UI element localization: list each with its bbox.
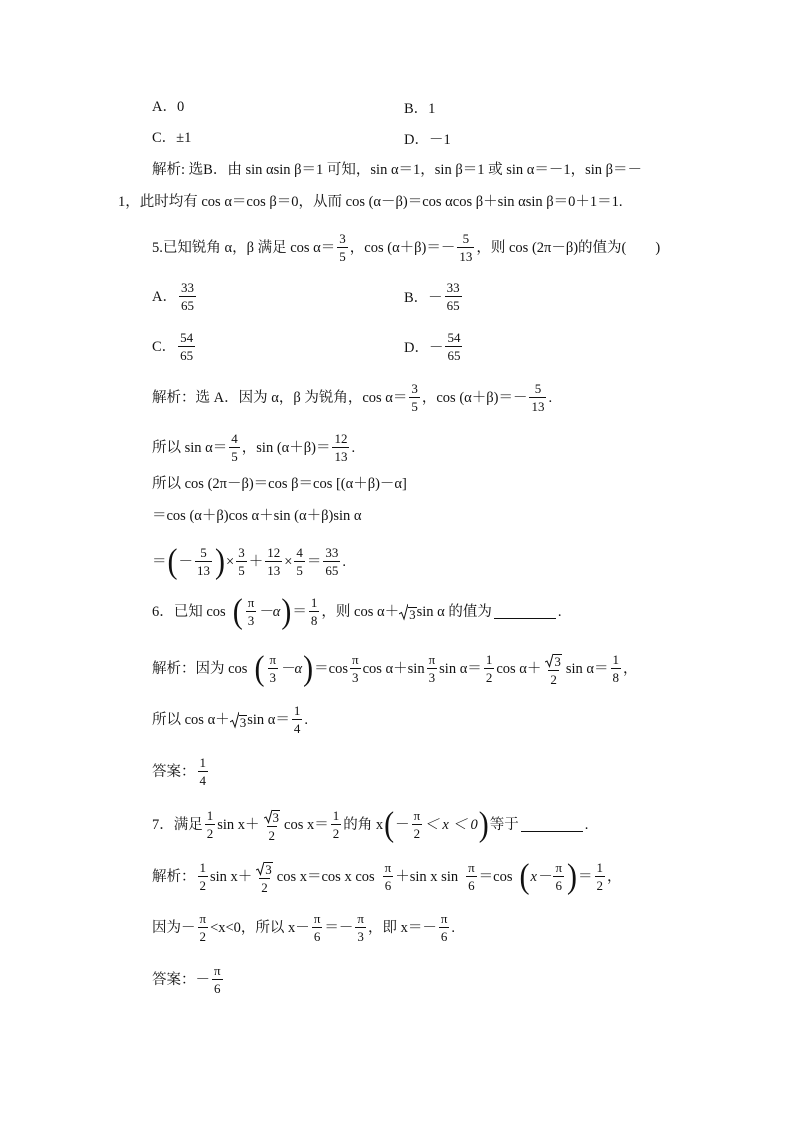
q5-stem-mid: ，cos (α＋β)＝－ [349, 239, 456, 256]
q5-sol2-mid: ，sin (α＋β)＝ [241, 439, 331, 456]
q5-sol3-text: 所以 cos (2π－β)＝cos β＝cos [(α＋β)－α] [152, 476, 407, 492]
sqrt-content: 3 [265, 861, 272, 877]
q6-sol2-pre: 所以 cos α＋ [152, 711, 230, 728]
q5-solution-line-2 [152, 432, 355, 463]
fraction-den: 5 [411, 399, 418, 414]
sqrt-icon [264, 809, 281, 824]
fraction-1-2 [331, 809, 342, 840]
answer-blank [494, 604, 556, 619]
q7-sol-cos: cos x＝cos x cos [276, 868, 375, 885]
fraction-pi-6 [212, 964, 223, 995]
left-paren: ( [167, 541, 178, 580]
fraction-pi-6 [383, 861, 394, 892]
q7-sol2-mid3: ，即 x＝－ [367, 919, 437, 936]
fraction-den: 2 [550, 671, 557, 687]
q4-option-d [404, 128, 451, 149]
option-label: D．－ [404, 340, 444, 356]
fraction-num: 33 [325, 545, 339, 560]
period: . [451, 919, 456, 936]
sqrt-content: 3 [554, 653, 561, 669]
fraction-num: 4 [231, 431, 238, 446]
fraction-den: 3 [247, 613, 255, 628]
equals-sign: ＝ [306, 553, 322, 570]
sqrt-content: 3 [272, 809, 280, 825]
q4-option-d-text: D．－1 [404, 132, 451, 148]
left-paren: ( [254, 649, 265, 688]
fraction-num: π [214, 963, 221, 978]
right-paren: ) [567, 857, 578, 896]
fraction-pi-2 [412, 809, 423, 840]
fraction-den: 13 [334, 449, 348, 464]
fraction-1-8 [309, 596, 320, 627]
q5-stem-post: ，则 cos (2π－β)的值为( ) [476, 239, 661, 256]
minus-sign: － [195, 971, 210, 988]
fraction-1-8 [611, 653, 622, 684]
q5-sol2-pre: 所以 sin α＝ [152, 439, 228, 456]
fraction-num: 1 [596, 860, 604, 876]
q7-stem [152, 805, 589, 844]
fraction-pi-3 [355, 912, 366, 943]
q7-sol-plus: ＋sin x sin [395, 868, 459, 885]
fraction-den: 2 [206, 826, 214, 842]
fraction-num [254, 860, 275, 878]
fraction-den: 2 [199, 878, 206, 894]
fraction-den: 65 [180, 298, 194, 313]
fraction-num: π [247, 595, 255, 610]
q6-answer [152, 756, 210, 787]
sqrt-content: 3 [409, 606, 416, 622]
q5-solution-line-1 [152, 382, 552, 413]
q7-stem-mid: 的角 x [343, 816, 384, 833]
fraction-den: 5 [238, 563, 245, 578]
fraction-den: 13 [531, 399, 545, 414]
right-paren: ) [215, 541, 225, 580]
fraction-den: 13 [267, 563, 281, 578]
sqrt-icon [256, 861, 273, 876]
fraction-num: π [468, 860, 475, 876]
answer-label: 答案： [152, 971, 196, 988]
q4-solution-line-2 [118, 192, 623, 212]
q5-option-b [404, 281, 464, 312]
fraction-den: 2 [485, 670, 493, 686]
fraction-den: 4 [199, 773, 206, 788]
times-sign: × [284, 553, 293, 570]
fraction-den: 65 [446, 298, 460, 313]
q5-sol1-post: . [548, 389, 553, 406]
sqrt-icon [399, 603, 417, 621]
q5-option-d [404, 331, 464, 362]
q7-sol-sinx: sin x＋ [210, 868, 253, 885]
q6-sol-mid1: cos α＋sin [362, 660, 425, 677]
fraction-pi-3 [427, 653, 438, 684]
q6-stem-end: sin α 的值为 [416, 603, 492, 620]
sqrt-icon [545, 653, 562, 668]
q7-answer [152, 964, 225, 995]
fraction-den: 2 [596, 878, 604, 894]
fraction-pi-6 [439, 912, 450, 943]
fraction-den: 13 [459, 249, 473, 264]
fraction-pi-6 [312, 912, 323, 943]
fraction-pi-2 [198, 912, 209, 943]
fraction-den: 8 [612, 670, 620, 686]
equals-sign: ＝ [152, 553, 167, 570]
fraction-den: 3 [357, 929, 364, 944]
fraction-4-5 [229, 432, 240, 463]
fraction-num: π [440, 911, 448, 926]
q6-solution-line-1 [152, 649, 638, 688]
q4-option-a-text: A．0 [152, 99, 185, 115]
fraction-num [543, 652, 564, 670]
option-label: A． [152, 288, 177, 305]
q7-cos-x: cos x＝ [284, 816, 329, 833]
fraction-num: 54 [447, 330, 461, 345]
fraction-pi-6 [466, 861, 477, 892]
period: . [557, 603, 562, 620]
fraction-pi-3 [350, 653, 361, 684]
fraction-5-13 [457, 232, 474, 263]
fraction-den: 3 [269, 670, 276, 686]
q5-stem [152, 232, 660, 263]
fraction-den: 6 [313, 929, 321, 944]
period: . [342, 553, 346, 570]
right-paren: ) [478, 805, 489, 844]
fraction-num: 1 [612, 652, 620, 668]
fraction-num: 5 [462, 231, 470, 246]
fraction-den: 2 [413, 826, 421, 842]
fraction-den: 65 [447, 348, 461, 363]
q7-sol2-mid1: <x<0，所以 x－ [210, 919, 310, 936]
fraction-den: 3 [428, 670, 436, 686]
fraction-den: 5 [296, 563, 303, 578]
sqrt-content: 3 [239, 714, 247, 730]
fraction-num: 1 [206, 808, 214, 824]
q7-sol2-pre: 因为－ [152, 919, 196, 936]
fraction-num: 5 [200, 545, 207, 560]
option-label: C． [152, 338, 177, 355]
q4-option-b-text: B．1 [404, 101, 436, 117]
fraction-pi-6 [553, 861, 564, 892]
q5-sol4-text: ＝cos (α＋β)cos α＋sin (α＋β)sin α [152, 508, 362, 524]
fraction-num: 1 [199, 860, 206, 876]
fraction-num: π [428, 652, 436, 668]
fraction-num [262, 808, 283, 826]
q7-sin-x: sin x＋ [217, 816, 260, 833]
q4-option-c [152, 128, 191, 148]
fraction-num: π [555, 860, 563, 876]
fraction-num: 4 [296, 545, 303, 560]
equals-sign: ＝ [292, 603, 307, 620]
fraction-sqrt3-2 [262, 808, 283, 842]
fraction-num: π [199, 911, 207, 926]
fraction-54-65 [178, 331, 195, 362]
period: . [304, 711, 308, 728]
left-paren: ( [519, 857, 530, 896]
fraction-num: 12 [334, 431, 348, 446]
period: . [584, 816, 589, 833]
q5-sol2-post: . [351, 439, 356, 456]
fraction-den: 6 [214, 981, 221, 996]
fraction-5-13 [195, 546, 212, 577]
fraction-num: 3 [411, 381, 418, 396]
q4-option-a [152, 97, 184, 117]
q4-option-b [404, 97, 435, 118]
fraction-num: π [384, 860, 392, 876]
fraction-12-13 [265, 546, 282, 577]
left-paren: ( [384, 805, 395, 844]
q6-sol-mid3: cos α＋ [496, 660, 542, 677]
fraction-33-65 [179, 281, 196, 312]
fraction-33-65 [323, 546, 340, 577]
answer-blank [521, 817, 583, 832]
fraction-den: 2 [261, 879, 268, 895]
fraction-sqrt3-2 [254, 860, 275, 894]
q6-stem-pre: 6．已知 cos [152, 603, 226, 620]
q6-sol-pre: 解析：因为 cos [152, 660, 248, 677]
q7-sol-x: x－ [530, 868, 552, 885]
fraction-den: 5 [231, 449, 238, 464]
sqrt-icon [230, 711, 248, 729]
fraction-num: 1 [332, 808, 340, 824]
q4-solution-line-1 [152, 160, 642, 180]
fraction-num: π [413, 808, 421, 824]
fraction-4-5 [294, 546, 305, 577]
fraction-num: 3 [339, 231, 346, 246]
option-label: B．－ [404, 290, 443, 306]
q5-stem-pre: 5.已知锐角 α，β 满足 cos α＝ [152, 239, 336, 256]
q5-solution-line-4 [152, 506, 361, 526]
q6-sol-eq1: ＝cos [314, 660, 349, 677]
fraction-pi-3 [246, 596, 257, 627]
comma: ， [607, 868, 622, 885]
fraction-num: 5 [534, 381, 542, 396]
fraction-den: 5 [339, 249, 346, 264]
fraction-1-2 [484, 653, 495, 684]
q7-sol-eqcos: ＝cos [478, 868, 513, 885]
fraction-den: 4 [293, 721, 301, 736]
fraction-den: 2 [199, 929, 207, 944]
fraction-den: 2 [332, 826, 340, 842]
minus-sign: － [395, 816, 410, 833]
fraction-num: 1 [293, 703, 301, 718]
q6-stem-post: ，则 cos α＋ [321, 603, 400, 620]
left-paren: ( [232, 591, 243, 630]
right-paren: ) [281, 591, 292, 630]
q7-solution-line-2 [152, 912, 455, 943]
fraction-5-13 [529, 382, 546, 413]
fraction-den: 8 [310, 613, 318, 628]
fraction-num: 1 [310, 595, 318, 610]
q7-sol2-mid2: ＝－ [324, 919, 354, 936]
fraction-1-2 [205, 809, 216, 840]
q6-sol-mid2: sin α＝ [439, 660, 482, 677]
fraction-3-5 [337, 232, 348, 263]
minus-sign: － [178, 553, 193, 570]
fraction-1-4 [292, 704, 303, 735]
fraction-num: 12 [267, 545, 281, 560]
right-paren: ) [303, 649, 314, 688]
q7-inequality: ＜ x ＜ 0 [424, 816, 478, 833]
fraction-den: 65 [180, 348, 194, 363]
minus-alpha: －α [280, 660, 303, 677]
times-sign: × [226, 553, 235, 570]
fraction-num: 3 [238, 545, 245, 560]
q5-sol1-mid: ，cos (α＋β)＝－ [421, 389, 528, 406]
fraction-num: π [269, 652, 277, 668]
fraction-3-5 [409, 382, 420, 413]
q6-sol-mid4: sin α＝ [565, 660, 609, 677]
q7-solution-line-1 [152, 857, 622, 896]
fraction-num: π [313, 911, 321, 926]
q7-stem-post: 等于 [489, 816, 519, 833]
q5-sol1-pre: 解析：选 A．因为 α，β 为锐角，cos α＝ [152, 389, 408, 406]
q4-solution-text-2: 1，此时均有 cos α＝cos β＝0，从而 cos (α－β)＝cos αcos β＋sin αsin β＝0＋1＝1. [118, 194, 623, 210]
fraction-den: 6 [555, 878, 562, 894]
fraction-num: 1 [485, 652, 493, 668]
q7-stem-pre: 7．满足 [152, 816, 203, 833]
fraction-3-5 [236, 546, 247, 577]
q5-solution-line-3 [152, 474, 407, 494]
fraction-1-2 [595, 861, 606, 892]
equals-sign: ＝ [578, 868, 593, 885]
fraction-pi-3 [267, 653, 278, 684]
fraction-54-65 [445, 331, 462, 362]
fraction-sqrt3-2 [543, 652, 564, 686]
q6-solution-line-2 [152, 704, 308, 735]
fraction-den: 6 [384, 878, 392, 894]
q5-solution-line-5 [152, 541, 346, 580]
q6-sol2-mid: sin α＝ [247, 711, 290, 728]
answer-label: 答案： [152, 763, 196, 780]
fraction-1-4 [198, 756, 209, 787]
q4-solution-text-1: 解析: 选B．由 sin αsin β＝1 可知，sin α＝1，sin β＝1 或 sin α＝－1，sin β＝－ [152, 162, 643, 178]
fraction-num: 33 [446, 280, 460, 295]
q6-stem [152, 591, 562, 630]
fraction-den: 3 [352, 670, 359, 686]
fraction-den: 6 [468, 878, 475, 894]
fraction-12-13 [332, 432, 349, 463]
fraction-den: 6 [440, 929, 448, 944]
fraction-1-2 [198, 861, 209, 892]
comma: ， [623, 660, 638, 677]
fraction-33-65 [445, 281, 462, 312]
fraction-num: 33 [180, 280, 194, 295]
q4-option-c-text: C．±1 [152, 130, 192, 146]
fraction-num: π [352, 652, 359, 668]
plus-sign: ＋ [248, 553, 264, 570]
minus-alpha: －α [258, 603, 281, 620]
q5-option-c [152, 331, 197, 362]
q7-sol-pre: 解析： [152, 868, 196, 885]
fraction-num: 1 [199, 755, 206, 770]
q5-option-a [152, 281, 198, 312]
fraction-num: π [357, 911, 364, 926]
fraction-num: 54 [180, 330, 194, 345]
fraction-den: 2 [268, 827, 276, 843]
fraction-den: 13 [197, 563, 210, 578]
fraction-den: 65 [325, 563, 339, 578]
